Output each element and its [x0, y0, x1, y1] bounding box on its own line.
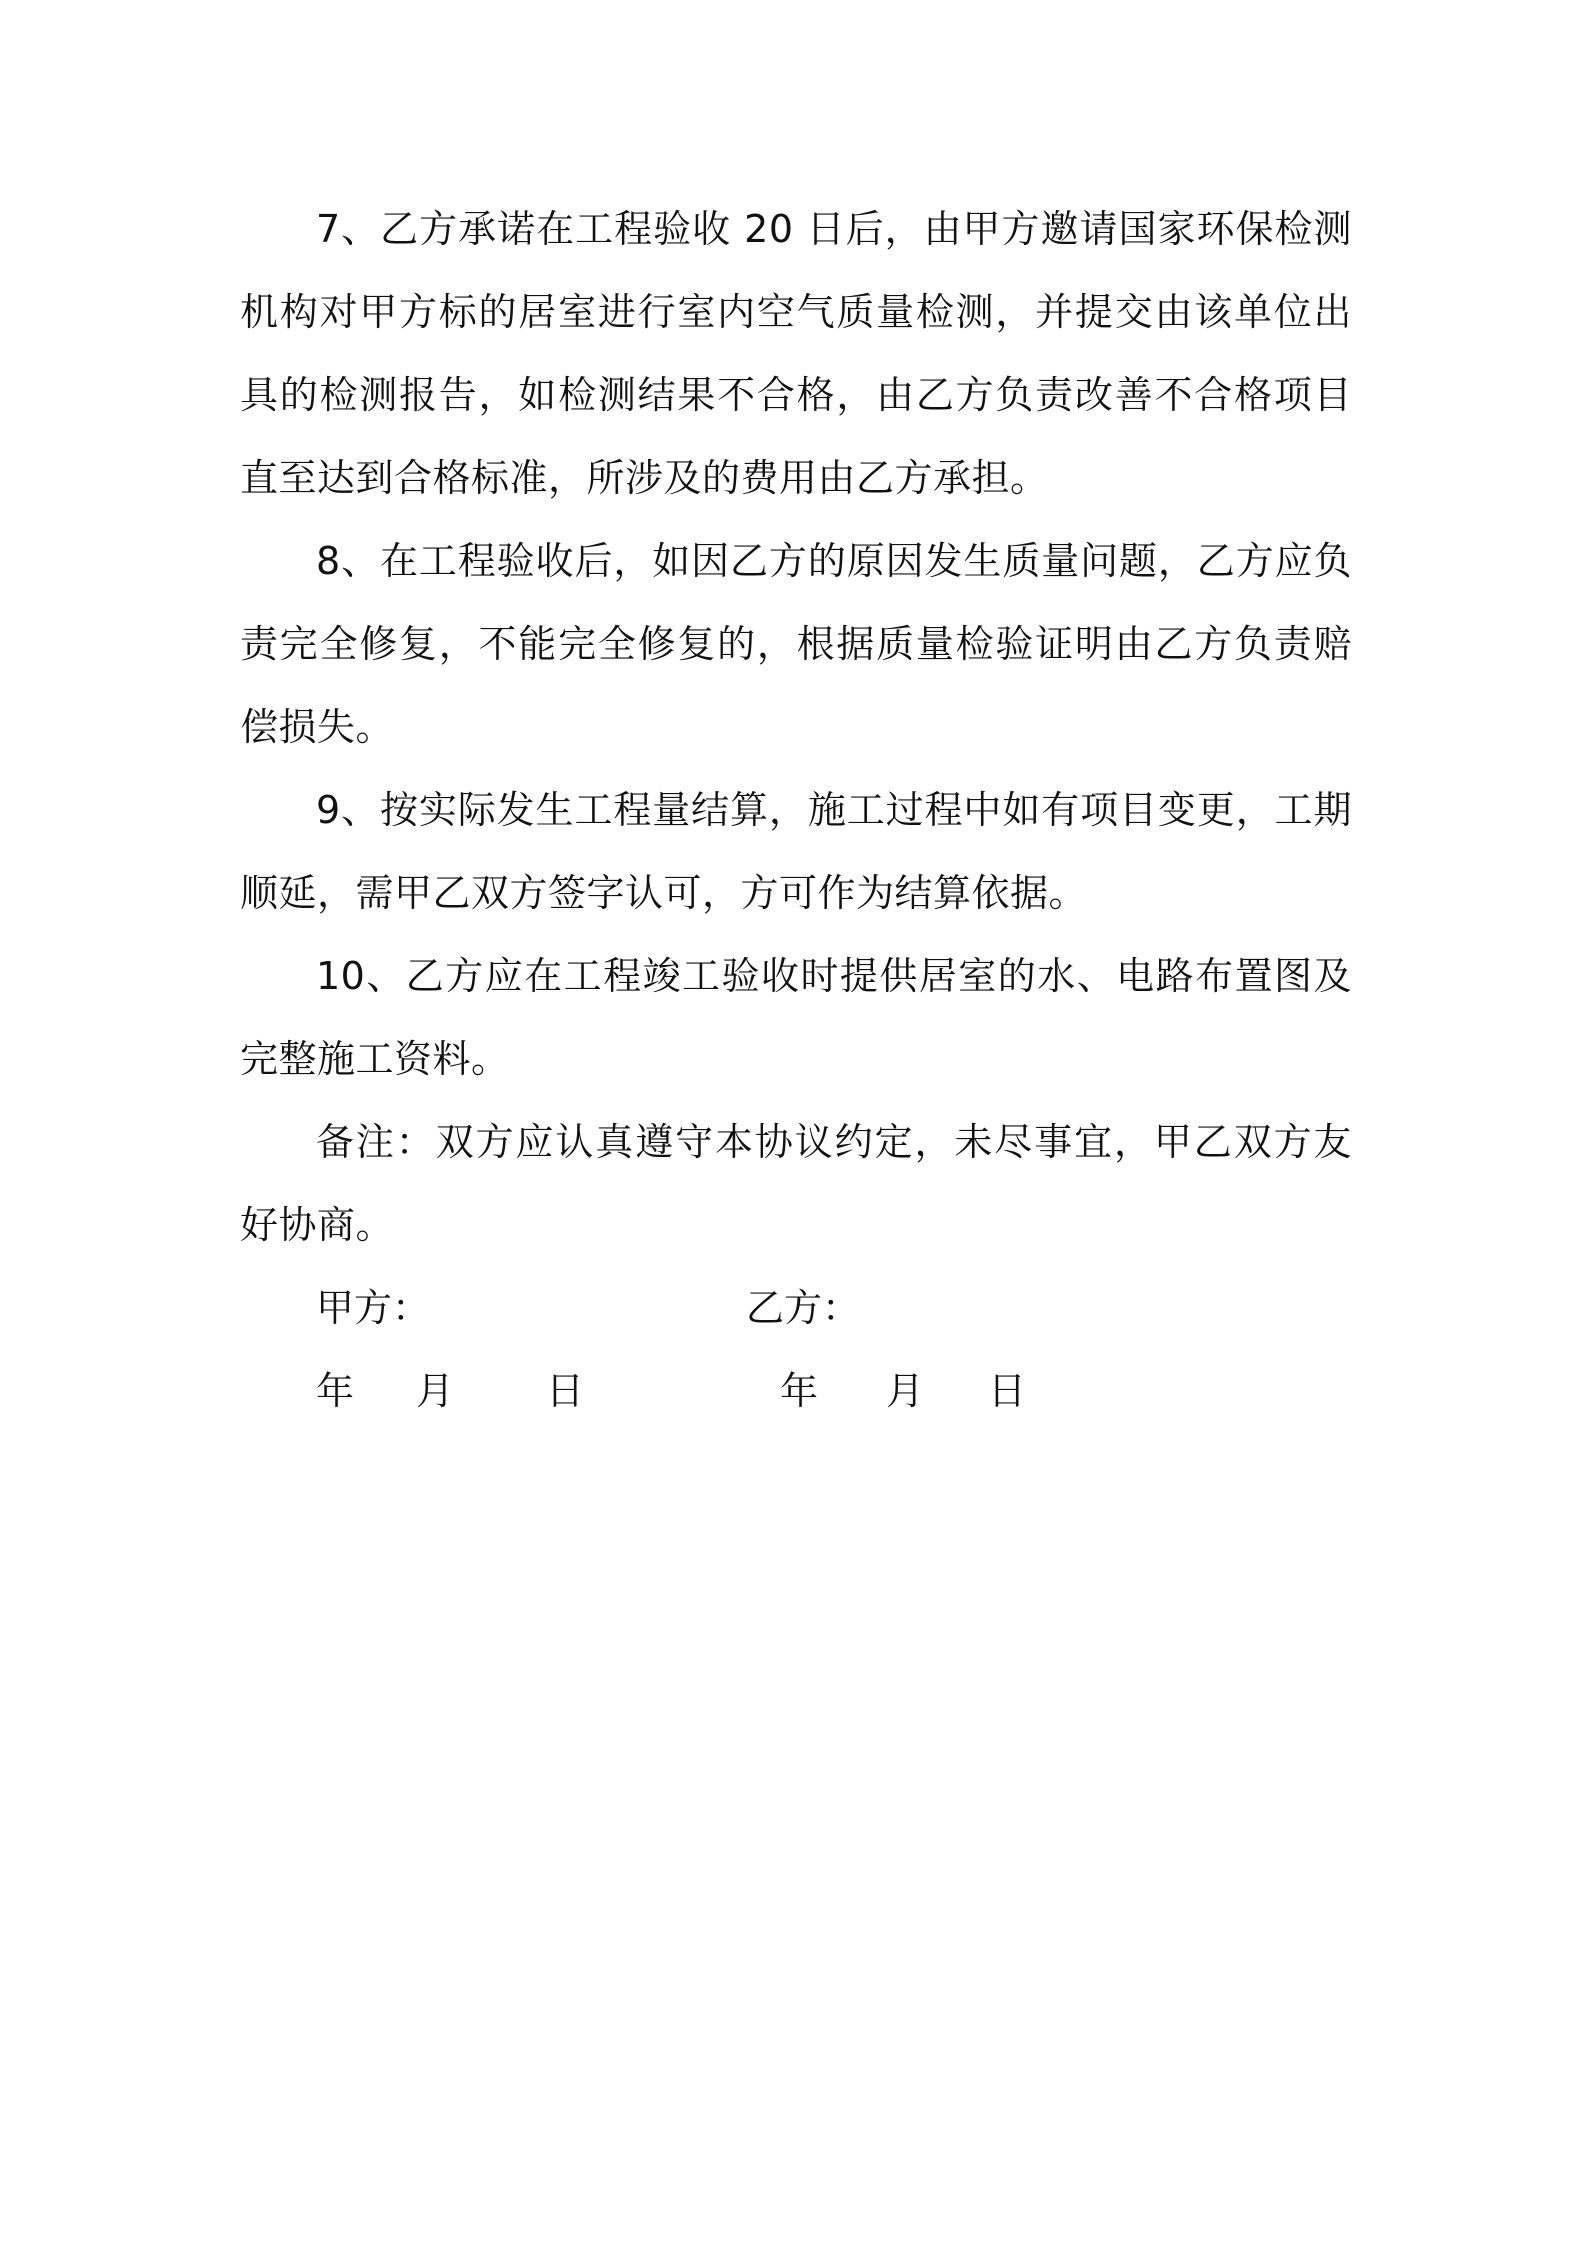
party-b-day: 日 — [988, 1369, 1027, 1413]
party-a-label: 甲方： — [316, 1286, 431, 1330]
clause-10: 10、乙方应在工程竣工验收时提供居室的水、电路布置图及完整施工资料。 — [240, 954, 1352, 1081]
party-b-label: 乙方： — [746, 1286, 861, 1330]
date-row — [240, 1350, 1352, 1433]
clause-9: 9、按实际发生工程量结算，施工过程中如有项目变更，工期顺延，需甲乙双方签字认可，方可作为结算依据。 — [240, 788, 1352, 915]
clause-8: 8、在工程验收后，如因乙方的原因发生质量问题，乙方应负责完全修复，不能完全修复的，根据质量检验证明由乙方负责赔偿损失。 — [240, 539, 1352, 749]
party-a-year: 年 — [316, 1369, 355, 1413]
remarks: 备注：双方应认真遵守本协议约定，未尽事宜，甲乙双方友好协商。 — [240, 1120, 1352, 1247]
party-a-day: 日 — [546, 1369, 585, 1413]
clause-7: 7、乙方承诺在工程验收 20 日后，由甲方邀请国家环保检测机构对甲方标的居室进行室内空气质量检测，并提交由该单位出具的检测报告，如检测结果不合格，由乙方负责改善不合格项目直至达到合格标准，所涉及的费用由乙方承担。 — [240, 207, 1352, 500]
party-b-year: 年 — [780, 1369, 819, 1413]
document-page — [240, 188, 1352, 1433]
party-b-month: 月 — [886, 1369, 925, 1413]
party-signature-row — [240, 1267, 1352, 1350]
party-a-month: 月 — [416, 1369, 455, 1413]
